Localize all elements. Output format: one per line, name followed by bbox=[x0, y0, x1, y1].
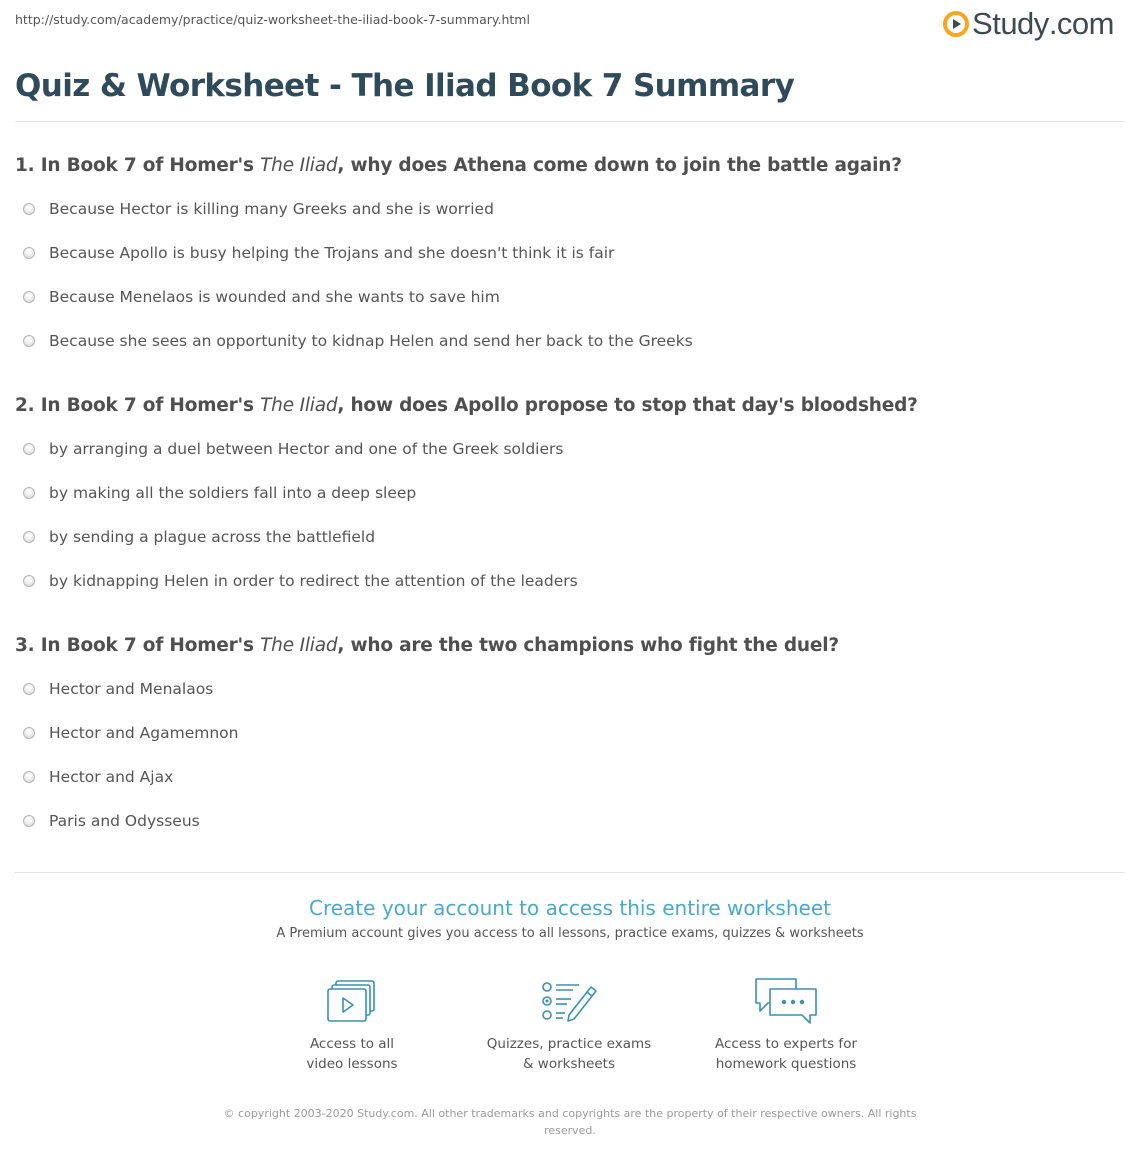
page-url: http://study.com/academy/practice/quiz-worksheet-the-iliad-book-7-summary.html bbox=[15, 12, 530, 27]
question-1 bbox=[15, 155, 902, 176]
question-2 bbox=[15, 395, 918, 416]
radio-button[interactable] bbox=[23, 575, 35, 587]
answer-option[interactable] bbox=[23, 572, 578, 590]
copyright-line2: reserved. bbox=[544, 1124, 596, 1137]
answer-option[interactable] bbox=[23, 724, 238, 742]
answer-option[interactable] bbox=[23, 680, 213, 698]
radio-button[interactable] bbox=[23, 727, 35, 739]
answer-label: Because Menelaos is wounded and she wants to save him bbox=[49, 288, 500, 306]
divider bbox=[15, 872, 1125, 873]
question-work-title: The Iliad bbox=[260, 635, 338, 656]
radio-button[interactable] bbox=[23, 531, 35, 543]
answer-option[interactable] bbox=[23, 288, 500, 306]
radio-button[interactable] bbox=[23, 291, 35, 303]
radio-button[interactable] bbox=[23, 203, 35, 215]
copyright-notice bbox=[215, 1105, 925, 1139]
answer-option[interactable] bbox=[23, 200, 494, 218]
chat-bubbles-icon bbox=[754, 977, 818, 1027]
question-suffix: , who are the two champions who fight the duel? bbox=[337, 635, 839, 656]
answer-label: Because Apollo is busy helping the Trojans and she doesn't think it is fair bbox=[49, 244, 615, 262]
answer-option[interactable] bbox=[23, 812, 200, 830]
answer-label: Because she sees an opportunity to kidnap Helen and send her back to the Greeks bbox=[49, 332, 693, 350]
study-logo[interactable] bbox=[943, 6, 1114, 42]
feature-label-line2: & worksheets bbox=[522, 1056, 615, 1072]
answer-option[interactable] bbox=[23, 332, 693, 350]
radio-button[interactable] bbox=[23, 487, 35, 499]
feature-video-lessons bbox=[257, 976, 447, 1074]
answer-option[interactable] bbox=[23, 768, 173, 786]
feature-experts bbox=[691, 976, 881, 1074]
answer-label: by kidnapping Helen in order to redirect the attention of the leaders bbox=[49, 572, 578, 590]
feature-label-line1: Quizzes, practice exams bbox=[486, 1036, 652, 1052]
answer-option[interactable] bbox=[23, 528, 375, 546]
answer-label: Hector and Ajax bbox=[49, 768, 174, 786]
answer-option[interactable] bbox=[23, 244, 614, 262]
radio-button[interactable] bbox=[23, 771, 35, 783]
radio-button[interactable] bbox=[23, 247, 35, 259]
radio-button[interactable] bbox=[23, 815, 35, 827]
cta-create-account-link[interactable]: Create your account to access this entire worksheet bbox=[309, 896, 831, 920]
feature-label-line1: Access to all bbox=[309, 1036, 395, 1052]
question-suffix: , why does Athena come down to join the battle again? bbox=[337, 155, 902, 176]
logo-name: Study bbox=[972, 6, 1049, 41]
answer-label: Paris and Odysseus bbox=[49, 812, 200, 830]
feature-label-line1: Access to experts for bbox=[714, 1036, 857, 1052]
divider bbox=[15, 121, 1125, 122]
answer-label: by arranging a duel between Hector and one of the Greek soldiers bbox=[49, 440, 564, 458]
answer-label: Hector and Agamemnon bbox=[49, 724, 239, 742]
feature-label-line2: video lessons bbox=[306, 1056, 398, 1072]
quiz-checklist-icon bbox=[541, 979, 597, 1025]
question-work-title: The Iliad bbox=[260, 395, 338, 416]
feature-quizzes bbox=[474, 976, 664, 1074]
answer-option[interactable] bbox=[23, 440, 563, 458]
radio-button[interactable] bbox=[23, 443, 35, 455]
cta-subtitle: A Premium account gives you access to all lessons, practice exams, quizzes & worksheets bbox=[276, 926, 864, 941]
answer-label: Because Hector is killing many Greeks and she is worried bbox=[49, 200, 494, 218]
answer-label: Hector and Menalaos bbox=[49, 680, 214, 698]
question-prefix: 3. In Book 7 of Homer's bbox=[15, 635, 261, 656]
question-suffix: , how does Apollo propose to stop that day's bloodshed? bbox=[337, 395, 918, 416]
play-icon bbox=[943, 11, 969, 37]
copyright-line1: © copyright 2003-2020 Study.com. All other trademarks and copyrights are the property of their respective owners. All rights bbox=[223, 1107, 917, 1120]
question-work-title: The Iliad bbox=[260, 155, 338, 176]
feature-label-line2: homework questions bbox=[715, 1056, 857, 1072]
page-title: Quiz & Worksheet - The Iliad Book 7 Summary bbox=[15, 68, 795, 104]
logo-suffix: .com bbox=[1048, 6, 1114, 41]
radio-button[interactable] bbox=[23, 335, 35, 347]
answer-label: by making all the soldiers fall into a deep sleep bbox=[49, 484, 417, 502]
answer-label: by sending a plague across the battlefield bbox=[49, 528, 376, 546]
question-prefix: 2. In Book 7 of Homer's bbox=[15, 395, 261, 416]
answer-option[interactable] bbox=[23, 484, 416, 502]
video-lessons-icon bbox=[326, 979, 378, 1025]
radio-button[interactable] bbox=[23, 683, 35, 695]
question-prefix: 1. In Book 7 of Homer's bbox=[15, 155, 261, 176]
question-3 bbox=[15, 635, 839, 656]
